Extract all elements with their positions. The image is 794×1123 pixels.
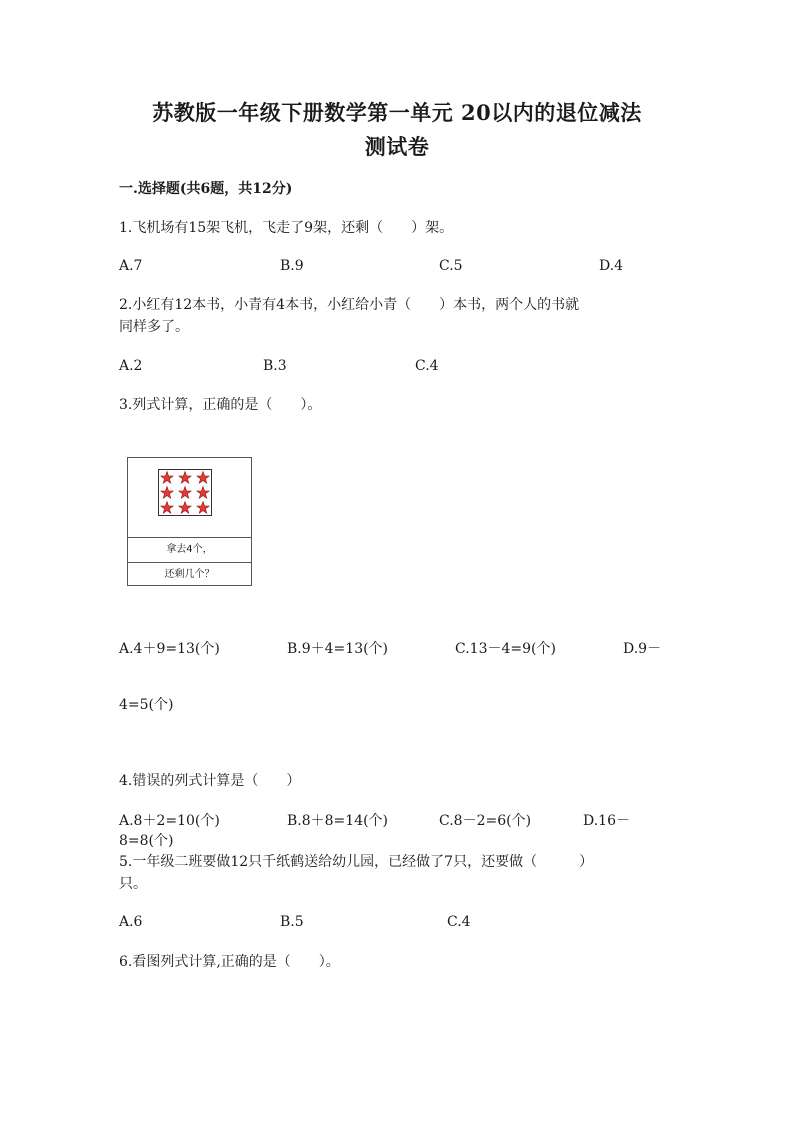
star-icon <box>179 472 191 484</box>
star-icon <box>179 487 191 499</box>
star-icon <box>161 472 173 484</box>
q4-option-d-cont: 8=8(个) <box>119 833 174 849</box>
figure-caption-2: 还剩几个？ <box>128 562 251 587</box>
q4-option-a: A.8＋2=10(个) <box>119 813 220 829</box>
q2-option-c: C.4 <box>415 358 439 374</box>
question-5-line2: 只。 <box>119 876 147 892</box>
q1-option-a: A.7 <box>119 258 143 274</box>
question-3: 3.列式计算，正确的是（ ）。 <box>119 397 322 413</box>
q4-option-c: C.8－2=6(个) <box>439 813 532 829</box>
q3-option-b: B.9＋4=13(个) <box>287 641 389 657</box>
question-5-line1: 5.一年级二班要做12只千纸鹤送给幼儿园，已经做了7只，还要做（ ） <box>119 854 594 870</box>
star-icon <box>161 502 173 514</box>
figure-caption-1: 拿去4个， <box>128 537 251 562</box>
q1-option-b: B.9 <box>280 258 304 274</box>
star-group <box>158 469 212 516</box>
stars-svg <box>159 470 211 515</box>
q3-option-d-cont: 4=5(个) <box>119 697 174 713</box>
document-subtitle: 测试卷 <box>364 134 430 159</box>
q5-option-c: C.4 <box>447 914 471 930</box>
q5-option-a: A.6 <box>119 914 143 930</box>
q3-option-c: C.13－4=9(个) <box>455 641 556 657</box>
question-1: 1.飞机场有15架飞机，飞走了9架，还剩（ ）架。 <box>119 220 454 236</box>
q2-option-b: B.3 <box>263 358 287 374</box>
star-icon <box>197 487 209 499</box>
q1-option-d: D.4 <box>599 258 624 274</box>
q3-option-d: D.9－ <box>623 641 662 657</box>
q3-option-a: A.4＋9=13(个) <box>119 641 220 657</box>
star-icons <box>161 472 209 514</box>
question-3-figure <box>127 457 252 586</box>
question-2-line2: 同样多了。 <box>119 319 189 335</box>
figure-picture-area <box>128 458 251 537</box>
star-icon <box>161 487 173 499</box>
star-icon <box>197 472 209 484</box>
q2-option-a: A.2 <box>119 358 143 374</box>
question-4: 4.错误的列式计算是（ ） <box>119 773 301 789</box>
star-icon <box>197 502 209 514</box>
section-heading: 一.选择题(共6题，共12分) <box>119 181 293 197</box>
star-icon <box>179 502 191 514</box>
q4-option-d: D.16－ <box>583 813 630 829</box>
document-title: 苏教版一年级下册数学第一单元 20以内的退位减法 <box>152 100 642 125</box>
q5-option-b: B.5 <box>280 914 304 930</box>
q1-option-c: C.5 <box>439 258 463 274</box>
q4-option-b: B.8＋8=14(个) <box>287 813 389 829</box>
question-6: 6.看图列式计算,正确的是（ ）。 <box>119 954 340 970</box>
question-2-line1: 2.小红有12本书，小青有4本书，小红给小青（ ）本书，两个人的书就 <box>119 297 580 313</box>
